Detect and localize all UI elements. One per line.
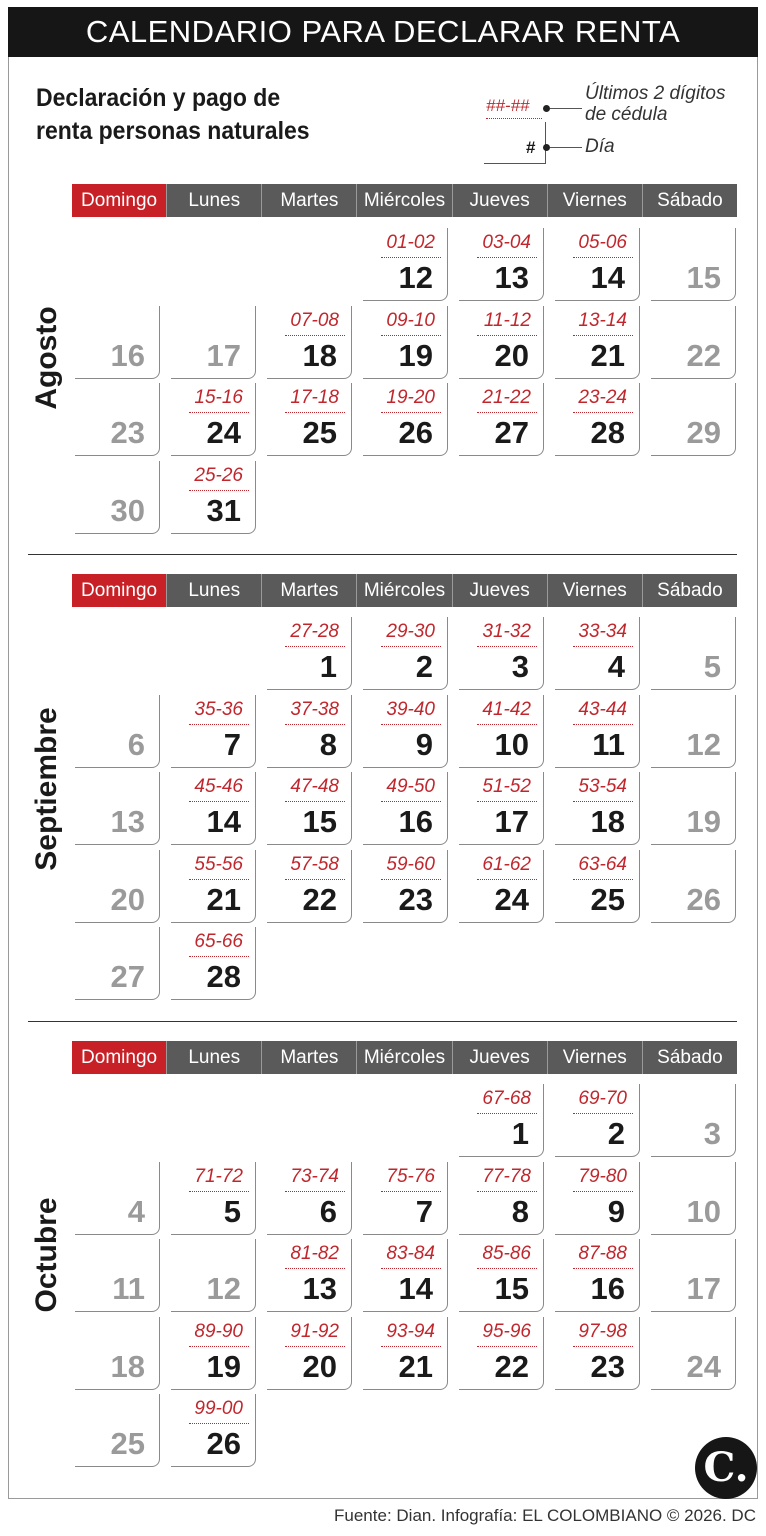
calendar-day-cell <box>459 306 544 379</box>
calendar-day-cell <box>363 383 448 456</box>
cedula-digits: 45-46 <box>194 776 243 797</box>
day-number: 17 <box>686 1271 721 1306</box>
calendar-day-cell <box>75 383 160 456</box>
day-number: 26 <box>206 1426 241 1461</box>
calendar-day-cell <box>171 1239 256 1312</box>
day-number: 6 <box>127 727 145 762</box>
month-label: Septiembre <box>30 707 63 871</box>
cedula-digits: 53-54 <box>578 776 627 797</box>
cedula-digits: 79-80 <box>578 1166 627 1187</box>
digits-dotted-underline <box>189 412 249 413</box>
weekday-2: Martes <box>262 1041 357 1074</box>
calendar-day-cell <box>555 1162 640 1235</box>
weekday-3: Miércoles <box>357 574 452 607</box>
cedula-digits: 59-60 <box>386 854 435 875</box>
cedula-digits: 65-66 <box>194 931 243 952</box>
subtitle-line-1: Declaración y pago de <box>36 84 281 112</box>
cedula-digits: 95-96 <box>482 1321 531 1342</box>
day-number: 14 <box>590 260 625 295</box>
weekday-5: Viernes <box>548 184 643 217</box>
calendar-day-cell <box>459 1239 544 1312</box>
digits-dotted-underline <box>477 412 537 413</box>
digits-dotted-underline <box>285 724 345 725</box>
cedula-digits: 39-40 <box>386 699 435 720</box>
digits-dotted-underline <box>573 335 633 336</box>
day-number: 25 <box>110 1426 145 1461</box>
legend-digits-label-line-1: Últimos 2 dígitos <box>585 83 726 104</box>
day-number: 20 <box>110 882 145 917</box>
digits-dotted-underline <box>573 724 633 725</box>
legend-digits-label-line-2: de cédula <box>585 104 668 125</box>
day-number: 16 <box>110 338 145 373</box>
cedula-digits: 91-92 <box>290 1321 339 1342</box>
cedula-digits: 55-56 <box>194 854 243 875</box>
digits-dotted-underline <box>381 335 441 336</box>
day-number: 15 <box>494 1271 529 1306</box>
day-number: 23 <box>398 882 433 917</box>
calendar-day-cell <box>171 695 256 768</box>
digits-dotted-underline <box>285 646 345 647</box>
weekday-0: Domingo <box>72 574 167 607</box>
day-number: 19 <box>206 1349 241 1384</box>
cedula-digits: 21-22 <box>482 387 531 408</box>
cedula-digits: 77-78 <box>482 1166 531 1187</box>
weekday-header-row <box>72 1041 737 1074</box>
day-number: 21 <box>590 338 625 373</box>
legend-sample-digits: ##-## <box>486 96 530 115</box>
calendar-day-cell <box>363 228 448 301</box>
calendar-day-cell <box>171 1162 256 1235</box>
day-number: 19 <box>398 338 433 373</box>
page-title: CALENDARIO PARA DECLARAR RENTA <box>8 7 758 57</box>
day-number: 12 <box>686 727 721 762</box>
digits-dotted-underline <box>573 1191 633 1192</box>
day-number: 15 <box>302 804 337 839</box>
cedula-digits: 69-70 <box>578 1088 627 1109</box>
calendar-day-cell <box>555 850 640 923</box>
digits-dotted-underline <box>477 1191 537 1192</box>
calendar-day-cell <box>651 383 736 456</box>
calendar-day-cell <box>171 927 256 1000</box>
legend-bracket <box>484 122 546 164</box>
day-number: 18 <box>302 338 337 373</box>
weekday-0: Domingo <box>72 1041 167 1074</box>
digits-dotted-underline <box>477 801 537 802</box>
calendar-day-cell <box>171 850 256 923</box>
day-number: 15 <box>686 260 721 295</box>
digits-dotted-underline <box>477 1268 537 1269</box>
calendar-day-cell <box>171 772 256 845</box>
calendar-day-cell <box>267 772 352 845</box>
cedula-digits: 63-64 <box>578 854 627 875</box>
cedula-digits: 61-62 <box>482 854 531 875</box>
calendar-day-cell <box>651 850 736 923</box>
cedula-digits: 25-26 <box>194 465 243 486</box>
digits-dotted-underline <box>285 335 345 336</box>
cedula-digits: 87-88 <box>578 1243 627 1264</box>
day-number: 26 <box>398 415 433 450</box>
digits-dotted-underline <box>477 1346 537 1347</box>
day-number: 4 <box>607 649 625 684</box>
weekday-4: Jueves <box>453 574 548 607</box>
weekday-4: Jueves <box>453 184 548 217</box>
month-separator <box>28 1021 737 1022</box>
digits-dotted-underline <box>189 1346 249 1347</box>
calendar-day-cell <box>267 306 352 379</box>
calendar-day-cell <box>75 1394 160 1467</box>
day-number: 18 <box>110 1349 145 1384</box>
calendar-day-cell <box>75 1317 160 1390</box>
weekday-6: Sábado <box>643 1041 737 1074</box>
day-number: 23 <box>590 1349 625 1384</box>
calendar-day-cell <box>555 695 640 768</box>
weekday-3: Miércoles <box>357 184 452 217</box>
weekday-header-row <box>72 574 737 607</box>
cedula-digits: 73-74 <box>290 1166 339 1187</box>
digits-dotted-underline <box>189 1423 249 1424</box>
digits-dotted-underline <box>381 801 441 802</box>
digits-dotted-underline <box>381 724 441 725</box>
digits-dotted-underline <box>573 646 633 647</box>
digits-dotted-underline <box>381 1268 441 1269</box>
digits-dotted-underline <box>477 646 537 647</box>
day-number: 10 <box>686 1194 721 1229</box>
calendar-day-cell <box>267 383 352 456</box>
day-number: 6 <box>319 1194 337 1229</box>
legend-day-label: Día <box>585 136 615 157</box>
cedula-digits: 13-14 <box>578 310 627 331</box>
legend-dotted-line <box>486 118 542 119</box>
month-separator <box>28 554 737 555</box>
calendar-day-cell <box>555 306 640 379</box>
calendar-day-cell <box>651 1162 736 1235</box>
cedula-digits: 51-52 <box>482 776 531 797</box>
day-number: 22 <box>494 1349 529 1384</box>
legend-line-day <box>550 147 582 148</box>
calendar-day-cell <box>171 1394 256 1467</box>
digits-dotted-underline <box>285 1346 345 1347</box>
calendar-day-cell <box>651 1084 736 1157</box>
cedula-digits: 47-48 <box>290 776 339 797</box>
digits-dotted-underline <box>285 412 345 413</box>
month-label: Octubre <box>30 1197 63 1313</box>
weekday-1: Lunes <box>167 574 262 607</box>
cedula-digits: 23-24 <box>578 387 627 408</box>
day-number: 18 <box>590 804 625 839</box>
weekday-1: Lunes <box>167 184 262 217</box>
cedula-digits: 17-18 <box>290 387 339 408</box>
day-number: 13 <box>110 804 145 839</box>
digits-dotted-underline <box>285 801 345 802</box>
day-number: 28 <box>590 415 625 450</box>
weekday-3: Miércoles <box>357 1041 452 1074</box>
day-number: 12 <box>206 1271 241 1306</box>
cedula-digits: 33-34 <box>578 621 627 642</box>
calendar-day-cell <box>171 1317 256 1390</box>
digits-dotted-underline <box>189 1191 249 1192</box>
legend-line-digits <box>550 108 582 109</box>
day-number: 27 <box>110 959 145 994</box>
day-number: 25 <box>302 415 337 450</box>
cedula-digits: 11-12 <box>483 310 531 331</box>
cedula-digits: 27-28 <box>290 621 339 642</box>
legend-sample-day: # <box>526 138 536 157</box>
weekday-4: Jueves <box>453 1041 548 1074</box>
day-number: 5 <box>703 649 721 684</box>
calendar-day-cell <box>75 772 160 845</box>
digits-dotted-underline <box>381 879 441 880</box>
day-number: 3 <box>703 1116 721 1151</box>
day-number: 27 <box>494 415 529 450</box>
day-number: 4 <box>127 1194 145 1229</box>
cedula-digits: 01-02 <box>386 232 435 253</box>
cedula-digits: 15-16 <box>194 387 243 408</box>
calendar-day-cell <box>75 927 160 1000</box>
cedula-digits: 19-20 <box>386 387 435 408</box>
digits-dotted-underline <box>381 646 441 647</box>
cedula-digits: 81-82 <box>290 1243 339 1264</box>
digits-dotted-underline <box>573 1346 633 1347</box>
calendar-day-cell <box>75 1162 160 1235</box>
calendar-day-cell <box>555 228 640 301</box>
calendar-day-cell <box>555 1239 640 1312</box>
digits-dotted-underline <box>189 879 249 880</box>
digits-dotted-underline <box>189 490 249 491</box>
calendar-day-cell <box>267 1317 352 1390</box>
calendar-day-cell <box>651 228 736 301</box>
day-number: 29 <box>686 415 721 450</box>
day-number: 9 <box>607 1194 625 1229</box>
calendar-day-cell <box>75 1239 160 1312</box>
digits-dotted-underline <box>189 956 249 957</box>
day-number: 24 <box>686 1349 721 1384</box>
cedula-digits: 31-32 <box>482 621 531 642</box>
calendar-day-cell <box>363 1317 448 1390</box>
calendar-day-cell <box>267 617 352 690</box>
weekday-0: Domingo <box>72 184 167 217</box>
digits-dotted-underline <box>477 257 537 258</box>
weekday-1: Lunes <box>167 1041 262 1074</box>
digits-dotted-underline <box>573 879 633 880</box>
day-number: 5 <box>223 1194 241 1229</box>
calendar-day-cell <box>363 617 448 690</box>
day-number: 17 <box>206 338 241 373</box>
calendar-day-cell <box>75 695 160 768</box>
day-number: 1 <box>511 1116 529 1151</box>
calendar-day-cell <box>651 1317 736 1390</box>
cedula-digits: 07-08 <box>290 310 339 331</box>
day-number: 10 <box>494 727 529 762</box>
day-number: 11 <box>112 1271 145 1306</box>
day-number: 20 <box>494 338 529 373</box>
subtitle-line-2: renta personas naturales <box>36 117 310 145</box>
day-number: 12 <box>398 260 433 295</box>
day-number: 14 <box>398 1271 433 1306</box>
day-number: 7 <box>223 727 241 762</box>
digits-dotted-underline <box>477 724 537 725</box>
day-number: 25 <box>590 882 625 917</box>
calendar-day-cell <box>75 461 160 534</box>
digits-dotted-underline <box>285 879 345 880</box>
legend-dot-digits <box>543 105 550 112</box>
digits-dotted-underline <box>477 879 537 880</box>
calendar-day-cell <box>459 772 544 845</box>
calendar-day-cell <box>267 850 352 923</box>
calendar-day-cell <box>267 695 352 768</box>
day-number: 2 <box>607 1116 625 1151</box>
cedula-digits: 49-50 <box>386 776 435 797</box>
day-number: 2 <box>415 649 433 684</box>
calendar-day-cell <box>171 306 256 379</box>
calendar-day-cell <box>555 383 640 456</box>
calendar-day-cell <box>363 1162 448 1235</box>
calendar-day-cell <box>459 1162 544 1235</box>
el-colombiano-logo: C. <box>695 1437 757 1499</box>
calendar-day-cell <box>555 1317 640 1390</box>
weekday-6: Sábado <box>643 574 737 607</box>
month-label: Agosto <box>30 306 63 410</box>
calendar-day-cell <box>651 1239 736 1312</box>
day-number: 22 <box>302 882 337 917</box>
day-number: 26 <box>686 882 721 917</box>
calendar-day-cell <box>651 306 736 379</box>
day-number: 24 <box>494 882 529 917</box>
calendar-day-cell <box>555 1084 640 1157</box>
cedula-digits: 43-44 <box>578 699 627 720</box>
day-number: 31 <box>206 493 241 528</box>
weekday-5: Viernes <box>548 574 643 607</box>
cedula-digits: 09-10 <box>386 310 435 331</box>
day-number: 3 <box>511 649 529 684</box>
cedula-digits: 85-86 <box>482 1243 531 1264</box>
calendar-day-cell <box>75 306 160 379</box>
day-number: 16 <box>398 804 433 839</box>
day-number: 21 <box>398 1349 433 1384</box>
day-number: 7 <box>415 1194 433 1229</box>
calendar-day-cell <box>363 306 448 379</box>
digits-dotted-underline <box>189 724 249 725</box>
cedula-digits: 29-30 <box>386 621 435 642</box>
digits-dotted-underline <box>477 335 537 336</box>
day-number: 9 <box>415 727 433 762</box>
digits-dotted-underline <box>573 257 633 258</box>
cedula-digits: 71-72 <box>194 1166 243 1187</box>
calendar-day-cell <box>459 850 544 923</box>
calendar-day-cell <box>651 695 736 768</box>
digits-dotted-underline <box>285 1191 345 1192</box>
cedula-digits: 37-38 <box>290 699 339 720</box>
day-number: 11 <box>592 727 625 762</box>
calendar-day-cell <box>459 1317 544 1390</box>
digits-dotted-underline <box>573 1268 633 1269</box>
digits-dotted-underline <box>573 801 633 802</box>
calendar-day-cell <box>267 1239 352 1312</box>
subtitle <box>36 82 310 148</box>
cedula-digits: 57-58 <box>290 854 339 875</box>
cedula-digits: 93-94 <box>386 1321 435 1342</box>
cedula-digits: 41-42 <box>482 699 531 720</box>
day-number: 23 <box>110 415 145 450</box>
digits-dotted-underline <box>285 1268 345 1269</box>
day-number: 13 <box>494 260 529 295</box>
calendar-day-cell <box>459 617 544 690</box>
day-number: 19 <box>686 804 721 839</box>
cedula-digits: 67-68 <box>482 1088 531 1109</box>
weekday-5: Viernes <box>548 1041 643 1074</box>
calendar-day-cell <box>363 1239 448 1312</box>
day-number: 22 <box>686 338 721 373</box>
calendar-day-cell <box>363 695 448 768</box>
cedula-digits: 35-36 <box>194 699 243 720</box>
weekday-2: Martes <box>262 574 357 607</box>
calendar-day-cell <box>363 772 448 845</box>
calendar-day-cell <box>267 1162 352 1235</box>
calendar-day-cell <box>171 461 256 534</box>
digits-dotted-underline <box>381 1346 441 1347</box>
cedula-digits: 03-04 <box>482 232 531 253</box>
weekday-6: Sábado <box>643 184 737 217</box>
calendar-day-cell <box>459 695 544 768</box>
calendar-day-cell <box>363 850 448 923</box>
digits-dotted-underline <box>573 412 633 413</box>
cedula-digits: 99-00 <box>194 1398 243 1419</box>
cedula-digits: 83-84 <box>386 1243 435 1264</box>
calendar-day-cell <box>459 383 544 456</box>
day-number: 8 <box>319 727 337 762</box>
day-number: 8 <box>511 1194 529 1229</box>
calendar-day-cell <box>459 228 544 301</box>
footer-credit: Fuente: Dian. Infografía: EL COLOMBIANO © 2026. DC <box>334 1506 756 1525</box>
legend-digits-label <box>585 83 725 125</box>
day-number: 17 <box>494 804 529 839</box>
day-number: 30 <box>110 493 145 528</box>
day-number: 20 <box>302 1349 337 1384</box>
digits-dotted-underline <box>381 412 441 413</box>
cedula-digits: 89-90 <box>194 1321 243 1342</box>
legend <box>480 78 750 170</box>
calendar-day-cell <box>75 850 160 923</box>
day-number: 21 <box>206 882 241 917</box>
day-number: 16 <box>590 1271 625 1306</box>
day-number: 24 <box>206 415 241 450</box>
digits-dotted-underline <box>189 801 249 802</box>
cedula-digits: 97-98 <box>578 1321 627 1342</box>
calendar-day-cell <box>555 617 640 690</box>
cedula-digits: 05-06 <box>578 232 627 253</box>
calendar-day-cell <box>651 772 736 845</box>
day-number: 28 <box>206 959 241 994</box>
weekday-header-row <box>72 184 737 217</box>
weekday-2: Martes <box>262 184 357 217</box>
calendar-day-cell <box>555 772 640 845</box>
calendar-day-cell <box>651 617 736 690</box>
calendar-day-cell <box>459 1084 544 1157</box>
calendar-day-cell <box>171 383 256 456</box>
day-number: 13 <box>302 1271 337 1306</box>
digits-dotted-underline <box>477 1113 537 1114</box>
day-number: 1 <box>319 649 337 684</box>
digits-dotted-underline <box>573 1113 633 1114</box>
day-number: 14 <box>206 804 241 839</box>
cedula-digits: 75-76 <box>386 1166 435 1187</box>
digits-dotted-underline <box>381 1191 441 1192</box>
legend-dot-day <box>543 144 550 151</box>
digits-dotted-underline <box>381 257 441 258</box>
